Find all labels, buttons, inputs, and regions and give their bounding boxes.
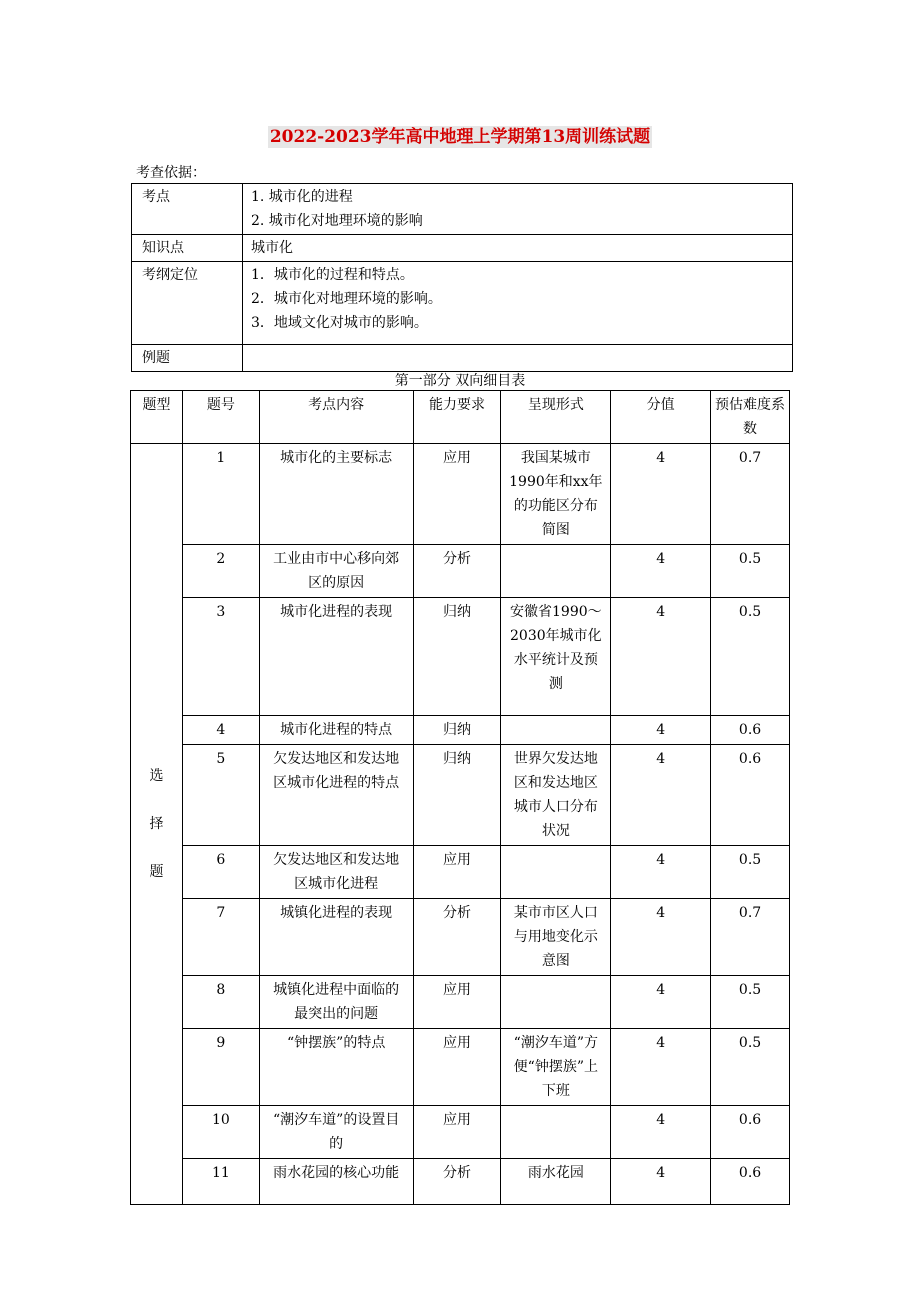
info-row-exam-point — [132, 184, 793, 235]
ability-cell: 归纳 — [413, 598, 501, 716]
info-table — [131, 183, 793, 372]
score-cell: 4 — [611, 545, 711, 598]
ability-cell: 应用 — [413, 444, 501, 545]
score-cell: 4 — [611, 716, 711, 745]
score-cell: 4 — [611, 598, 711, 716]
header-cell: 呈现形式 — [501, 391, 611, 444]
content-cell: 城镇化进程的表现 — [259, 899, 413, 976]
ability-cell: 分析 — [413, 545, 501, 598]
info-value: 1. 城市化的进程 2. 城市化对地理环境的影响 — [243, 184, 793, 235]
content-cell: 城镇化进程中面临的最突出的问题 — [259, 976, 413, 1029]
question-number-cell: 5 — [182, 745, 259, 846]
table-row — [131, 976, 790, 1029]
table-row — [131, 1029, 790, 1106]
score-cell: 4 — [611, 846, 711, 899]
info-row-syllabus — [132, 262, 793, 345]
ability-cell: 应用 — [413, 846, 501, 899]
header-cell: 预估难度系数 — [711, 391, 790, 444]
ability-cell: 归纳 — [413, 716, 501, 745]
question-number-cell: 6 — [182, 846, 259, 899]
content-cell: 雨水花园的核心功能 — [259, 1159, 413, 1205]
score-cell: 4 — [611, 1029, 711, 1106]
ability-cell: 归纳 — [413, 745, 501, 846]
ability-cell: 应用 — [413, 976, 501, 1029]
presentation-cell — [501, 976, 611, 1029]
ability-cell: 应用 — [413, 1106, 501, 1159]
ability-cell: 应用 — [413, 1029, 501, 1106]
score-cell: 4 — [611, 1159, 711, 1205]
table-row — [131, 745, 790, 846]
difficulty-cell: 0.5 — [711, 976, 790, 1029]
detail-table — [130, 390, 790, 1205]
info-row-example — [132, 345, 793, 372]
question-number-cell: 10 — [182, 1106, 259, 1159]
table-row — [131, 598, 790, 716]
score-cell: 4 — [611, 899, 711, 976]
content-cell: 欠发达地区和发达地区城市化进程的特点 — [259, 745, 413, 846]
content-cell: 欠发达地区和发达地区城市化进程 — [259, 846, 413, 899]
content-cell: 城市化进程的表现 — [259, 598, 413, 716]
table-row — [131, 899, 790, 976]
info-key: 知识点 — [132, 235, 243, 262]
table-row — [131, 716, 790, 745]
info-value: 1．城市化的过程和特点。 2．城市化对地理环境的影响。 3．地域文化对城市的影响。 — [243, 262, 793, 345]
presentation-cell — [501, 716, 611, 745]
question-type-char: 题 — [149, 864, 164, 880]
table-row — [131, 1106, 790, 1159]
difficulty-cell: 0.5 — [711, 545, 790, 598]
info-key: 考纲定位 — [132, 262, 243, 345]
basis-label: 考查依据： — [136, 165, 206, 181]
table-body — [131, 444, 790, 1205]
presentation-cell: “潮汐车道”方便“钟摆族”上下班 — [501, 1029, 611, 1106]
table-row — [131, 444, 790, 545]
content-cell: “钟摆族”的特点 — [259, 1029, 413, 1106]
info-value: 城市化 — [243, 235, 793, 262]
content-cell: “潮汐车道”的设置目的 — [259, 1106, 413, 1159]
question-type-char: 择 — [149, 816, 164, 832]
difficulty-cell: 0.7 — [711, 899, 790, 976]
presentation-cell: 某市市区人口与用地变化示意图 — [501, 899, 611, 976]
content-cell: 城市化的主要标志 — [259, 444, 413, 545]
difficulty-cell: 0.6 — [711, 716, 790, 745]
header-cell: 分值 — [611, 391, 711, 444]
question-type-char: 选 — [149, 768, 164, 784]
question-type-cell — [131, 444, 183, 1205]
ability-cell: 分析 — [413, 899, 501, 976]
score-cell: 4 — [611, 1106, 711, 1159]
header-cell: 考点内容 — [259, 391, 413, 444]
section-title: 第一部分 双向细目表 — [394, 373, 526, 389]
table-row — [131, 846, 790, 899]
presentation-cell: 雨水花园 — [501, 1159, 611, 1205]
score-cell: 4 — [611, 976, 711, 1029]
presentation-cell: 安徽省1990～2030年城市化水平统计及预测 — [501, 598, 611, 716]
score-cell: 4 — [611, 745, 711, 846]
table-row — [131, 545, 790, 598]
question-number-cell: 9 — [182, 1029, 259, 1106]
info-value — [243, 345, 793, 372]
info-row-knowledge — [132, 235, 793, 262]
presentation-cell: 世界欠发达地区和发达地区城市人口分布状况 — [501, 745, 611, 846]
difficulty-cell: 0.5 — [711, 846, 790, 899]
presentation-cell — [501, 846, 611, 899]
difficulty-cell: 0.7 — [711, 444, 790, 545]
header-cell: 题型 — [131, 391, 183, 444]
score-cell: 4 — [611, 444, 711, 545]
question-number-cell: 7 — [182, 899, 259, 976]
question-number-cell: 8 — [182, 976, 259, 1029]
question-number-cell: 2 — [182, 545, 259, 598]
question-number-cell: 1 — [182, 444, 259, 545]
table-header-row — [131, 391, 790, 444]
document-title: 2022-2023学年高中地理上学期第13周训练试题 — [269, 127, 651, 147]
difficulty-cell: 0.6 — [711, 1159, 790, 1205]
presentation-cell — [501, 545, 611, 598]
presentation-cell — [501, 1106, 611, 1159]
table-row — [131, 1159, 790, 1205]
header-cell: 题号 — [182, 391, 259, 444]
content-cell: 工业由市中心移向郊区的原因 — [259, 545, 413, 598]
presentation-cell: 我国某城市1990年和xx年的功能区分布简图 — [501, 444, 611, 545]
info-key: 例题 — [132, 345, 243, 372]
ability-cell: 分析 — [413, 1159, 501, 1205]
question-number-cell: 3 — [182, 598, 259, 716]
difficulty-cell: 0.5 — [711, 1029, 790, 1106]
difficulty-cell: 0.6 — [711, 745, 790, 846]
difficulty-cell: 0.5 — [711, 598, 790, 716]
content-cell: 城市化进程的特点 — [259, 716, 413, 745]
info-key: 考点 — [132, 184, 243, 235]
difficulty-cell: 0.6 — [711, 1106, 790, 1159]
question-number-cell: 4 — [182, 716, 259, 745]
question-number-cell: 11 — [182, 1159, 259, 1205]
header-cell: 能力要求 — [413, 391, 501, 444]
